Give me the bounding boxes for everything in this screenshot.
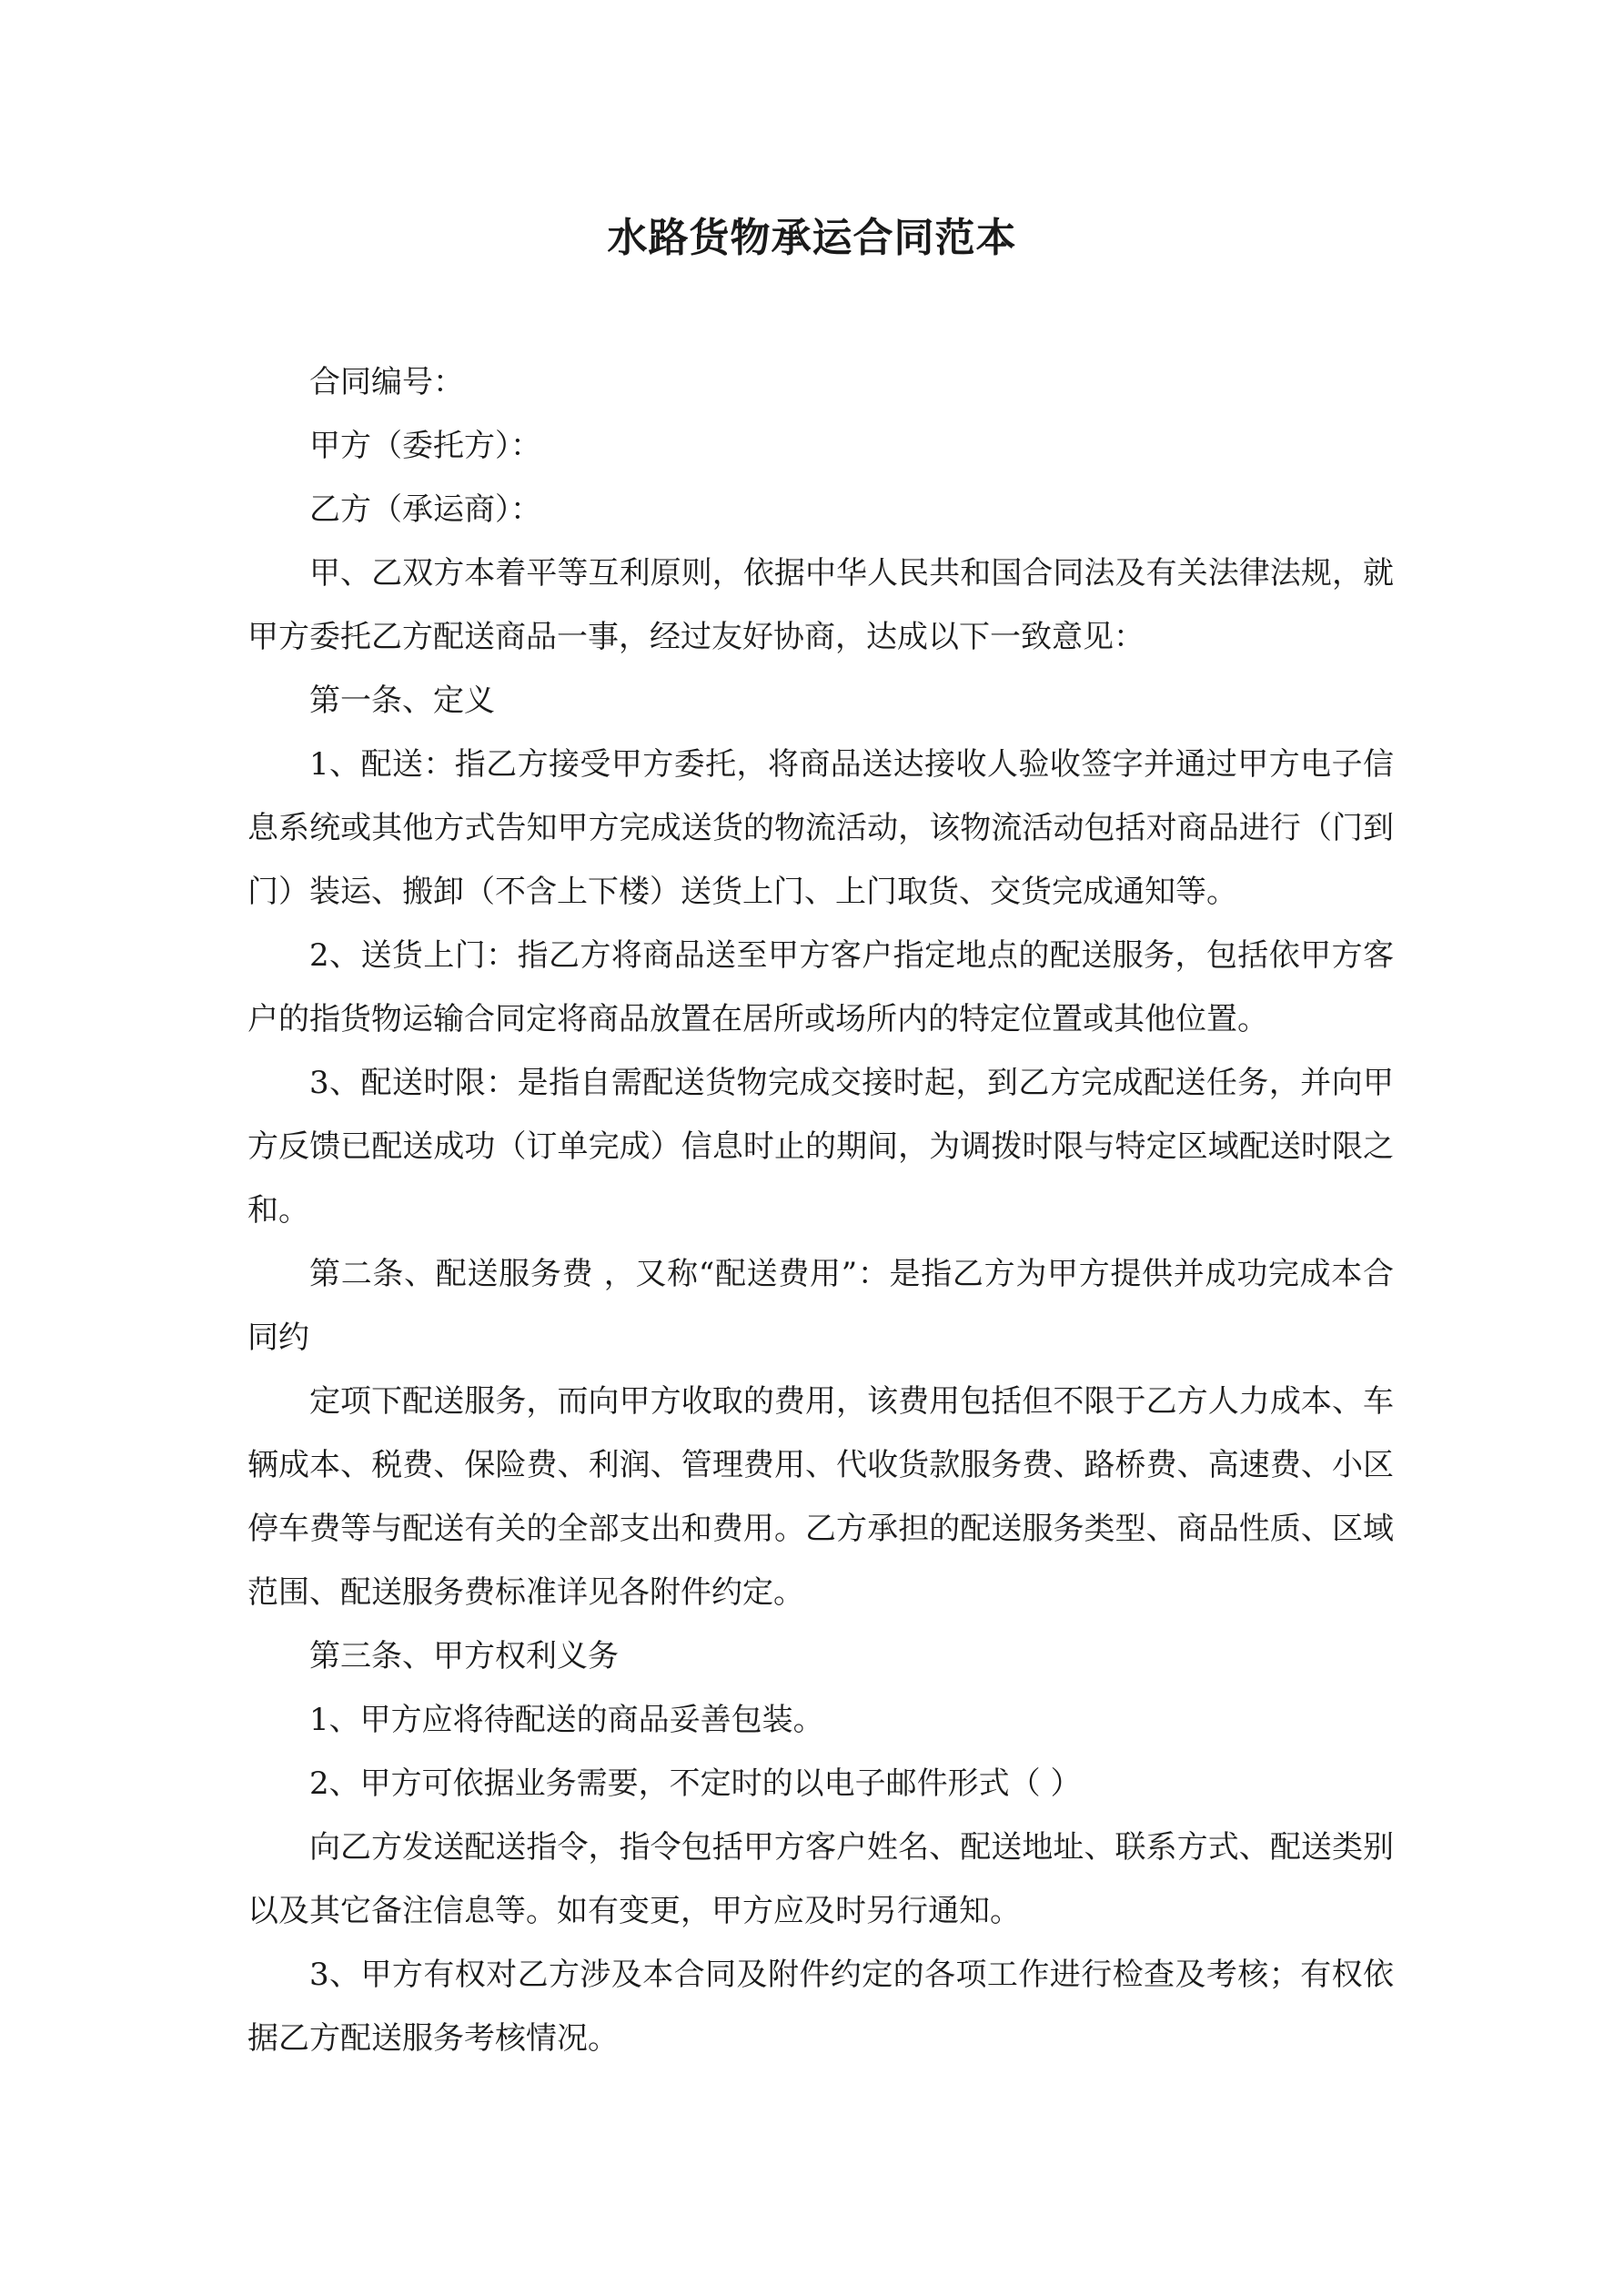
article-1-clause-1: 1、配送：指乙方接受甲方委托，将商品送达接收人验收签字并通过甲方电子信息系统或其他方式告知甲方完成送货的物流活动，该物流活动包括对商品进行（门到门）装运、搬卸（不含上下楼）送货上门、上门取货、交货完成通知等。 <box>247 746 1394 910</box>
article-3-clause-2-continued: 向乙方发送配送指令，指令包括甲方客户姓名、配送地址、联系方式、配送类别以及其它备注信息等。如有变更，甲方应及时另行通知。 <box>247 1829 1394 1929</box>
document-body <box>247 350 1394 2070</box>
article-1-clause-3: 3、配送时限：是指自需配送货物完成交接时起，到乙方完成配送任务，并向甲方反馈已配送成功（订单完成）信息时止的期间，为调拨时限与特定区域配送时限之和。 <box>247 1065 1394 1229</box>
article-2-body: 定项下配送服务，而向甲方收取的费用，该费用包括但不限于乙方人力成本、车辆成本、税费、保险费、利润、管理费用、代收货款服务费、路桥费、高速费、小区停车费等与配送有关的全部支出和费用。乙方承担的配送服务类型、商品性质、区域范围、配送服务费标准详见各附件约定。 <box>247 1383 1394 1611</box>
party-b-line: 乙方（承运商）： <box>309 491 541 528</box>
article-2-heading: 第二条、配送服务费 ，又称“配送费用”：是指乙方为甲方提供并成功完成本合同约 <box>247 1256 1394 1356</box>
article-1-clause-2: 2、送货上门：指乙方将商品送至甲方客户指定地点的配送服务，包括依甲方客户的指货物运输合同定将商品放置在居所或场所内的特定位置或其他位置。 <box>247 937 1394 1037</box>
article-3-clause-3: 3、甲方有权对乙方涉及本合同及附件约定的各项工作进行检查及考核；有权依据乙方配送服务考核情况。 <box>247 1957 1394 2057</box>
article-3-clause-2: 2、甲方可依据业务需要，不定时的以电子邮件形式（ ） <box>309 1765 1082 1802</box>
party-a-line: 甲方（委托方）： <box>309 428 541 464</box>
article-1-heading: 第一条、定义 <box>309 683 495 719</box>
preamble-paragraph: 甲、乙双方本着平等互利原则，依据中华人民共和国合同法及有关法律法规，就甲方委托乙方配送商品一事，经过友好协商，达成以下一致意见： <box>247 555 1394 655</box>
article-3-heading: 第三条、甲方权利义务 <box>309 1638 619 1674</box>
contract-number-line: 合同编号： <box>309 364 464 400</box>
article-3-clause-1: 1、甲方应将待配送的商品妥善包装。 <box>309 1702 824 1738</box>
document-title: 水路货物承运合同范本 <box>607 215 1017 261</box>
